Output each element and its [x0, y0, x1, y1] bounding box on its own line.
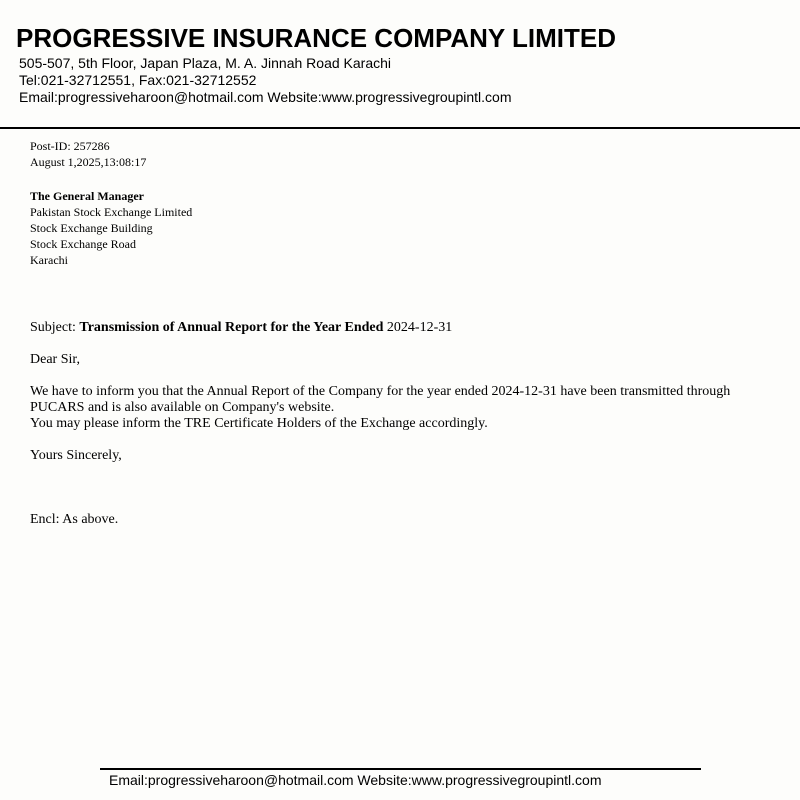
closing: Yours Sincerely, — [30, 448, 122, 463]
recipient-title: The General Manager — [30, 189, 144, 203]
subject-text: Transmission of Annual Report for the Year Ended — [79, 320, 384, 335]
recipient-line-4: Karachi — [30, 253, 68, 267]
post-datetime: August 1,2025,13:08:17 — [30, 155, 147, 169]
company-name: PROGRESSIVE INSURANCE COMPANY LIMITED — [16, 23, 616, 53]
footer-email-website: Email:progressiveharoon@hotmail.com Website:www.progressivegroupintl.com — [109, 772, 602, 788]
paragraph-2: You may please inform the TRE Certificate Holders of the Exchange accordingly. — [30, 416, 488, 431]
company-address: 505-507, 5th Floor, Japan Plaza, M. A. Jinnah Road Karachi — [19, 55, 392, 71]
company-phone-fax: Tel:021-32712551, Fax:021-32712552 — [19, 72, 257, 88]
recipient-line-3: Stock Exchange Road — [30, 237, 136, 251]
paragraph-1-line-1: We have to inform you that the Annual Report of the Company for the year ended 2024-12-31 have been transmitted through — [30, 384, 731, 399]
subject-label: Subject: — [30, 320, 80, 335]
recipient-line-1: Pakistan Stock Exchange Limited — [30, 205, 193, 219]
enclosure: Encl: As above. — [30, 512, 119, 527]
salutation: Dear Sir, — [30, 352, 80, 367]
header-divider — [0, 127, 800, 129]
post-id: Post-ID: 257286 — [30, 139, 110, 153]
company-email-website: Email:progressiveharoon@hotmail.com Website:www.progressivegroupintl.com — [19, 89, 512, 105]
footer-divider — [100, 768, 701, 770]
subject-date: 2024-12-31 — [383, 320, 453, 335]
subject-line — [30, 320, 452, 336]
paragraph-1-line-2: PUCARS and is also available on Company's website. — [30, 400, 335, 415]
recipient-line-2: Stock Exchange Building — [30, 221, 153, 235]
